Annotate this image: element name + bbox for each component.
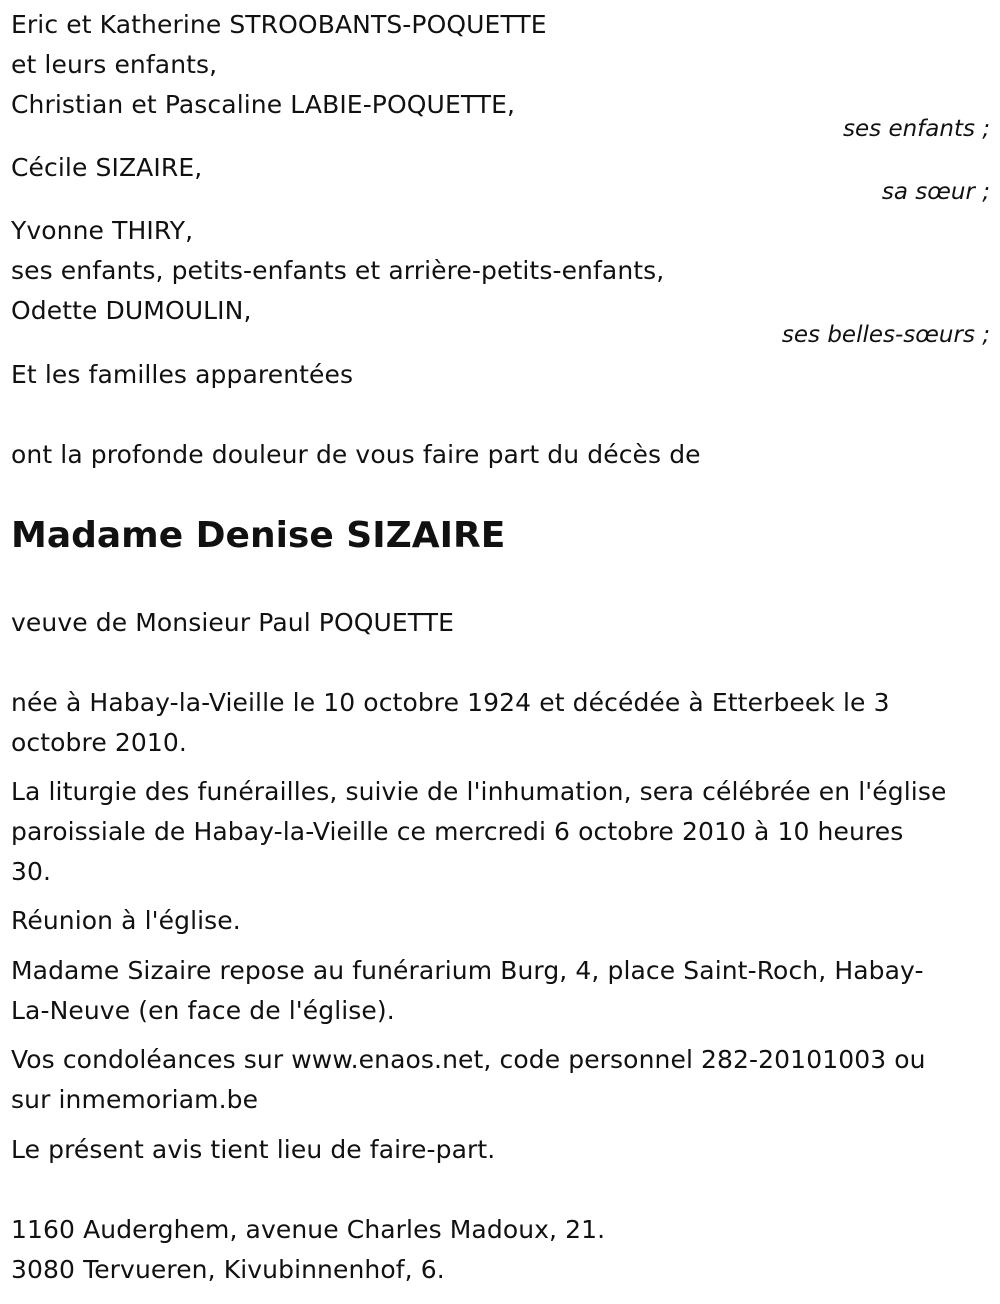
family-line-cecile: Cécile SIZAIRE, <box>11 153 203 182</box>
widow-of-line: veuve de Monsieur Paul POQUETTE <box>11 608 455 637</box>
family-line-stroobants: Eric et Katherine STROOBANTS-POQUETTE <box>11 10 547 39</box>
reunion-line: Réunion à l'église. <box>11 906 241 935</box>
family-line-descendants: ses enfants, petits-enfants et arrière-petits-enfants, <box>11 256 665 285</box>
relation-label-sisters-in-law: ses belles-sœurs ; <box>781 322 990 348</box>
family-line-yvonne: Yvonne THIRY, <box>11 216 194 245</box>
family-line-relatives: Et les familles apparentées <box>11 360 354 389</box>
liturgy-line-1: La liturgie des funérailles, suivie de l'inhumation, sera célébrée en l'église <box>11 777 947 806</box>
family-line-labie: Christian et Pascaline LABIE-POQUETTE, <box>11 90 516 119</box>
birth-death-line-2: octobre 2010. <box>11 728 187 757</box>
birth-death-line-1: née à Habay-la-Vieille le 10 octobre 1924 et décédée à Etterbeek le 3 <box>11 688 890 717</box>
notice-line: Le présent avis tient lieu de faire-part. <box>11 1135 496 1164</box>
announcement-intro: ont la profonde douleur de vous faire part du décès de <box>11 440 701 469</box>
deceased-name: Madame Denise SIZAIRE <box>11 515 506 556</box>
rest-place-line-1: Madame Sizaire repose au funérarium Burg, 4, place Saint-Roch, Habay- <box>11 956 924 985</box>
relation-label-children: ses enfants ; <box>843 116 990 142</box>
address-line-1: 1160 Auderghem, avenue Charles Madoux, 21. <box>11 1215 606 1244</box>
liturgy-line-3: 30. <box>11 857 52 886</box>
family-line-children: et leurs enfants, <box>11 50 218 79</box>
family-line-odette: Odette DUMOULIN, <box>11 296 252 325</box>
condolences-line-1: Vos condoléances sur www.enaos.net, code personnel 282-20101003 ou <box>11 1045 926 1074</box>
rest-place-line-2: La-Neuve (en face de l'église). <box>11 996 395 1025</box>
liturgy-line-2: paroissiale de Habay-la-Vieille ce mercredi 6 octobre 2010 à 10 heures <box>11 817 904 846</box>
relation-label-sister: sa sœur ; <box>881 179 990 205</box>
address-line-2: 3080 Tervueren, Kivubinnenhof, 6. <box>11 1255 445 1284</box>
condolences-line-2: sur inmemoriam.be <box>11 1085 259 1114</box>
